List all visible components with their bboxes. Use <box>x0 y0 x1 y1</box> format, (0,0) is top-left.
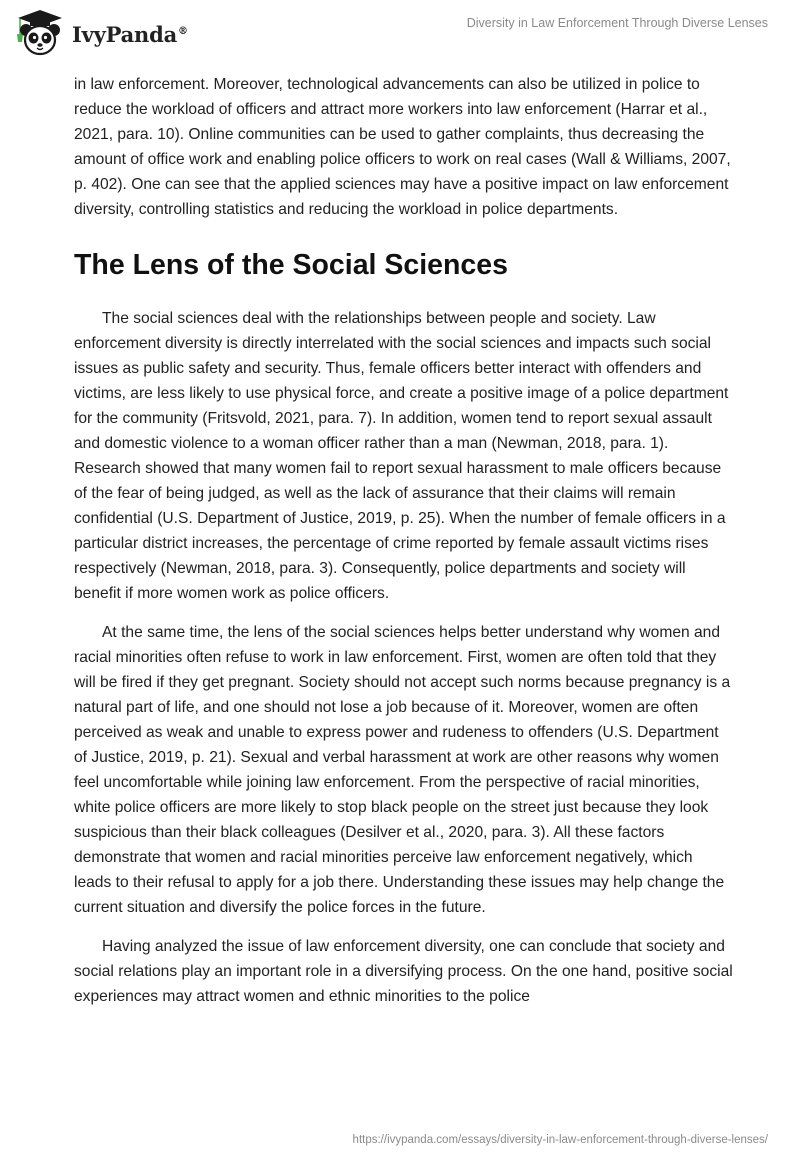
source-url[interactable]: https://ivypanda.com/essays/diversity-in-law-enforcement-through-diverse-lenses/ <box>352 1134 768 1146</box>
ivypanda-logo[interactable] <box>14 8 188 58</box>
paragraph: Having analyzed the issue of law enforcement diversity, one can conclude that society and social relations play an important role in a diversifying process. On the one hand, positive social experiences may attract women and ethnic minorities to the police <box>74 938 733 1005</box>
essay-body <box>74 72 734 1023</box>
logo-wordmark: IvyPanda® <box>72 21 188 47</box>
running-title: Diversity in Law Enforcement Through Diverse Lenses <box>466 16 768 30</box>
registered-mark: ® <box>178 25 188 37</box>
paragraph-continued: in law enforcement. Moreover, technological advancements can also be utilized in police to reduce the workload of officers and attract more workers into law enforcement (Harrar et al., 2021, para. 10). Online communities can be used to gather complaints, thus decreasing the amount of office work and enabling police officers to work on real cases (Wall & Williams, 2007, p. 402). One can see that the applied sciences may have a positive impact on law enforcement diversity, controlling statistics and reducing the workload in police departments. <box>74 76 731 218</box>
section-heading: The Lens of the Social Sciences <box>74 249 508 281</box>
panda-graduate-icon <box>14 8 66 58</box>
paragraph: The social sciences deal with the relationships between people and society. Law enforcement diversity is directly interrelated with the social sciences and impacts such social issues as public safety and security. Thus, female officers better interact with offenders and victims, are less likely to use physical force, and create a positive image of a police department for the community (Fritsvold, 2021, para. 7). In addition, women tend to report sexual assault and domestic violence to a woman officer rather than a man (Newman, 2018, para. 1). Research showed that many women fail to report sexual harassment to male officers because of the fear of being judged, as well as the lack of assurance that their claims will remain confidential (U.S. Department of Justice, 2019, p. 25). When the number of female officers in a particular district increases, the percentage of crime reported by female assault victims rises respectively (Newman, 2018, para. 3). Consequently, police departments and society will benefit if more women work as police officers. <box>74 310 729 602</box>
paragraph: At the same time, the lens of the social sciences helps better understand why women and racial minorities often refuse to work in law enforcement. First, women are often told that they will be fired if they get pregnant. Society should not accept such norms because pregnancy is a natural part of life, and one should not lose a job because of it. Moreover, women are often perceived as weak and unable to express power and rudeness to offenders (U.S. Department of Justice, 2019, p. 21). Sexual and verbal harassment at work are other reasons why women feel uncomfortable while joining law enforcement. From the perspective of racial minorities, white police officers are more likely to stop black people on the street just because they look suspicious than their black colleagues (Desilver et al., 2020, para. 3). All these factors demonstrate that women and racial minorities perceive law enforcement negatively, which leads to their refusal to apply for a job there. Understanding these issues may help change the current situation and diversify the police forces in the future. <box>74 624 731 916</box>
page-header <box>0 0 800 70</box>
